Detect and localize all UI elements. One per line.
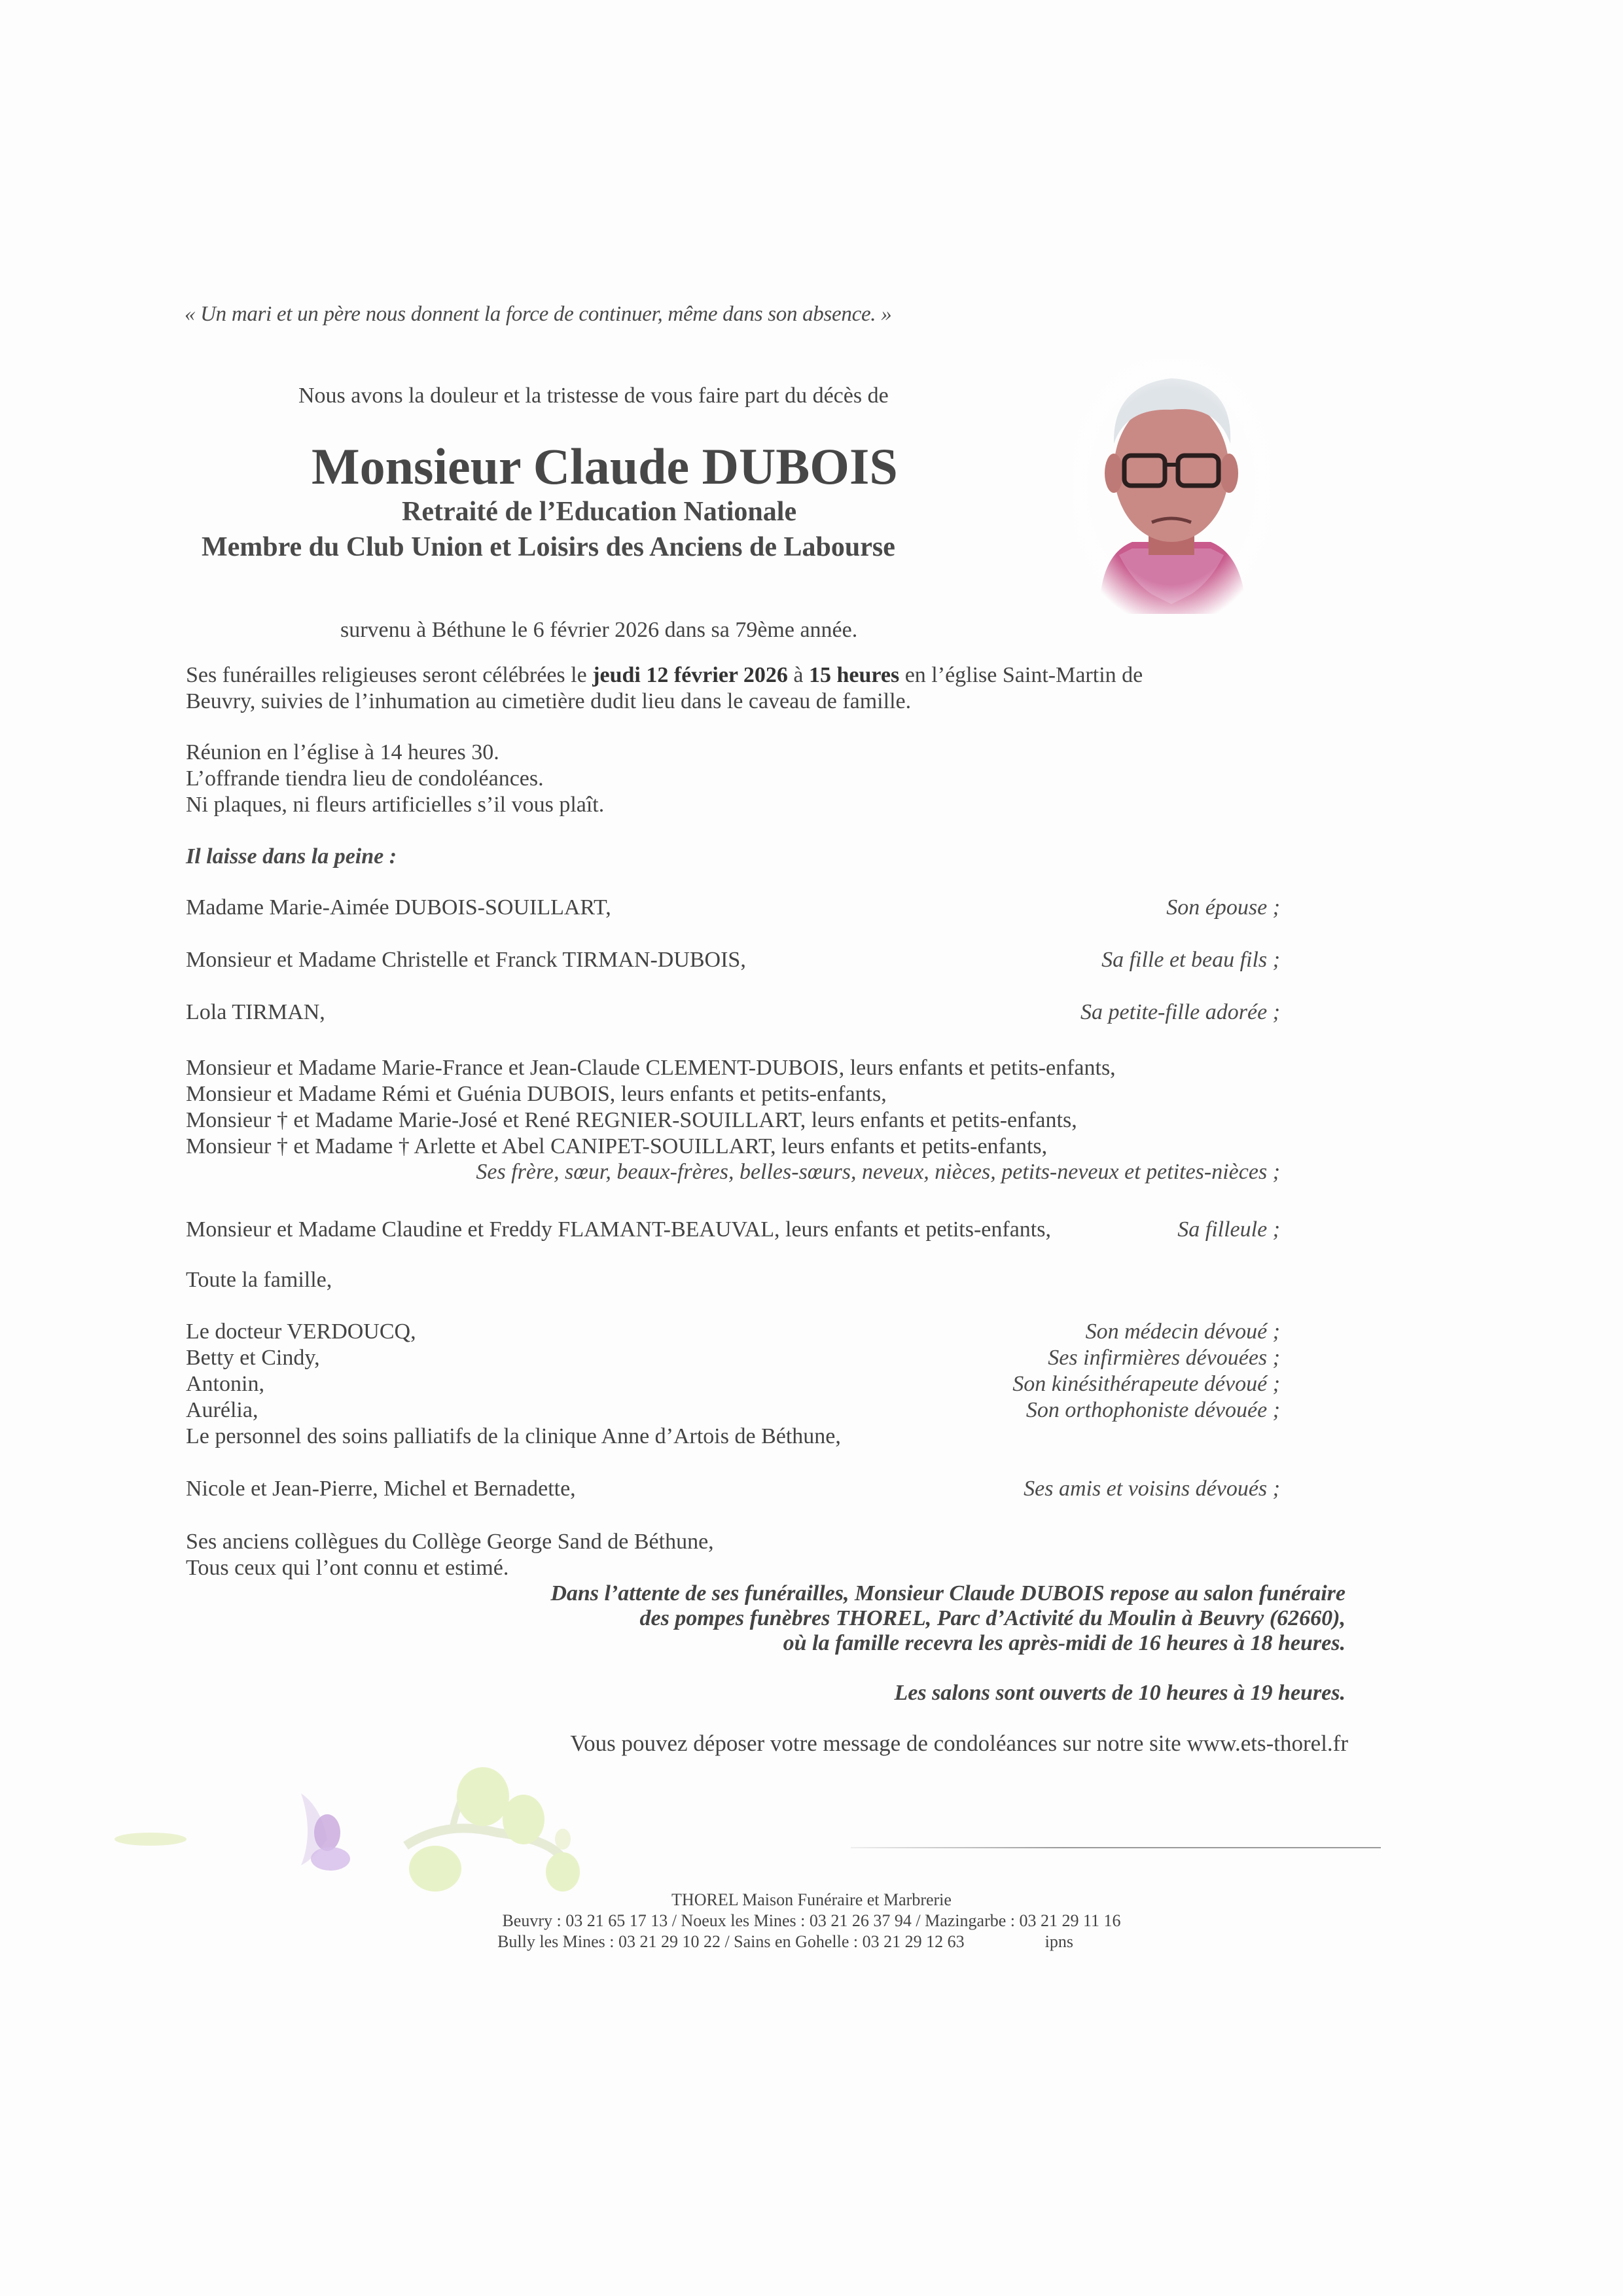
death-notice: survenu à Béthune le 6 février 2026 dans sa 79ème année. <box>340 618 858 642</box>
mourner-name: Monsieur et Madame Christelle et Franck TIRMAN-DUBOIS, <box>186 948 746 972</box>
mourner-name: Madame Marie-Aimée DUBOIS-SOUILLART, <box>186 895 611 920</box>
mourner-relation: Ses amis et voisins dévoués ; <box>1024 1477 1280 1501</box>
whole-family: Toute la famille, <box>186 1268 332 1292</box>
portrait-photo <box>1073 359 1270 614</box>
colleague-line: Ses anciens collègues du Collège George Sand de Béthune, <box>186 1530 714 1554</box>
announcement-intro: Nous avons la douleur et la tristesse de vous faire part du décès de <box>298 384 889 408</box>
deceased-title-2: Membre du Club Union et Loisirs des Anciens de Labourse <box>202 532 895 562</box>
wake-details <box>550 1581 1346 1656</box>
deceased-title-1: Retraité de l’Education Nationale <box>402 497 797 527</box>
footer-phones-text: Bully les Mines : 03 21 29 10 22 / Sains en Gohelle : 03 21 29 12 63 <box>497 1932 965 1951</box>
funeral-time: 15 heures <box>809 663 900 687</box>
sibling-line: Monsieur et Madame Marie-France et Jean-Claude CLEMENT-DUBOIS, leurs enfants et petits-enfants, <box>186 1056 1116 1080</box>
mourner-relation: Sa fille et beau fils ; <box>1101 948 1280 972</box>
mourner-name: Betty et Cindy, <box>186 1346 320 1370</box>
carer-row <box>186 1319 1280 1344</box>
colleague-line: Tous ceux qui l’ont connu et estimé. <box>186 1556 509 1580</box>
funeral-date: jeudi 12 février 2026 <box>592 663 788 687</box>
mourner-row <box>186 1000 1280 1025</box>
wake-line: où la famille recevra les après-midi de 16 heures à 18 heures. <box>783 1631 1346 1655</box>
mourner-name: Nicole et Jean-Pierre, Michel et Bernadette, <box>186 1477 576 1501</box>
ipns-tag: ipns <box>1044 1932 1073 1951</box>
funeral-burial: Beuvry, suivies de l’inhumation au cimetière dudit lieu dans le caveau de famille. <box>186 689 912 713</box>
sibling-line: Monsieur † et Madame † Arlette et Abel CANIPET-SOUILLART, leurs enfants et petits-enfants, <box>186 1134 1048 1158</box>
mourner-relation: Son épouse ; <box>1166 895 1280 920</box>
wake-line: des pompes funèbres THOREL, Parc d’Activité du Moulin à Beuvry (62660), <box>639 1606 1346 1630</box>
mourner-row <box>186 895 1280 920</box>
carer-row <box>186 1424 1280 1449</box>
colleagues <box>186 1529 714 1581</box>
deceased-name: Monsieur Claude DUBOIS <box>312 438 898 495</box>
mourner-relation: Son orthophoniste dévouée ; <box>1026 1398 1280 1422</box>
mourner-name: Monsieur et Madame Claudine et Freddy FLAMANT-BEAUVAL, leurs enfants et petits-enfants, <box>186 1217 1051 1242</box>
sibling-line: Monsieur et Madame Rémi et Guénia DUBOIS, leurs enfants et petits-enfants, <box>186 1082 887 1106</box>
mourner-relation: Son kinésithérapeute dévoué ; <box>1012 1372 1280 1396</box>
mourner-name: Antonin, <box>186 1372 264 1396</box>
funeral-text: Ses funérailles religieuses seront célébrées le <box>186 663 593 687</box>
footer-phones-1: Beuvry : 03 21 65 17 13 / Noeux les Mines : 03 21 26 37 94 / Mazingarbe : 03 21 29 11 16 <box>502 1911 1121 1930</box>
footer-divider <box>851 1847 1381 1848</box>
note-line: Ni plaques, ni fleurs artificielles s’il vous plaît. <box>186 793 605 817</box>
funeral-notes <box>186 740 604 818</box>
footer-company: THOREL Maison Funéraire et Marbrerie <box>671 1890 952 1909</box>
mourner-name: Le docteur VERDOUCQ, <box>186 1319 416 1344</box>
sibling-line: Monsieur † et Madame Marie-José et René REGNIER-SOUILLART, leurs enfants et petits-enfants, <box>186 1108 1077 1132</box>
salons-hours: Les salons sont ouverts de 10 heures à 19 heures. <box>894 1681 1346 1705</box>
mourner-name: Le personnel des soins palliatifs de la clinique Anne d’Artois de Béthune, <box>186 1424 841 1448</box>
mourner-relation: Sa filleule ; <box>1177 1217 1280 1242</box>
siblings-relation: Ses frère, sœur, beaux-frères, belles-sœurs, neveux, nièces, petits-neveux et petites-nièces ; <box>476 1160 1280 1184</box>
carer-row <box>186 1398 1280 1423</box>
mourners-heading: Il laisse dans la peine : <box>186 844 397 869</box>
friends-row <box>186 1477 1280 1501</box>
carer-row <box>186 1372 1280 1397</box>
siblings-list <box>186 1055 1116 1160</box>
epigraph-quote: « Un mari et un père nous donnent la force de continuer, même dans son absence. » <box>185 302 892 326</box>
goddaughter-row <box>186 1217 1280 1242</box>
mourner-name: Lola TIRMAN, <box>186 1000 325 1024</box>
condolences-notice: Vous pouvez déposer votre message de condoléances sur notre site www.ets-thorel.fr <box>570 1731 1348 1756</box>
funeral-text: à <box>787 663 809 687</box>
carer-row <box>186 1346 1280 1371</box>
wake-line: Dans l’attente de ses funérailles, Monsieur Claude DUBOIS repose au salon funéraire <box>550 1581 1346 1605</box>
note-line: Réunion en l’église à 14 heures 30. <box>186 740 499 764</box>
footer-phones-2 <box>0 1932 1597 1952</box>
mourner-name: Aurélia, <box>186 1398 259 1422</box>
orchid-decoration <box>105 1761 694 1892</box>
mourner-relation: Ses infirmières dévouées ; <box>1048 1346 1280 1370</box>
funeral-text: en l’église Saint-Martin de <box>899 663 1143 687</box>
note-line: L’offrande tiendra lieu de condoléances. <box>186 766 544 791</box>
mourner-relation: Sa petite-fille adorée ; <box>1080 1000 1280 1024</box>
mourner-row <box>186 948 1280 973</box>
mourner-relation: Son médecin dévoué ; <box>1085 1319 1280 1344</box>
funeral-details <box>186 662 1143 715</box>
